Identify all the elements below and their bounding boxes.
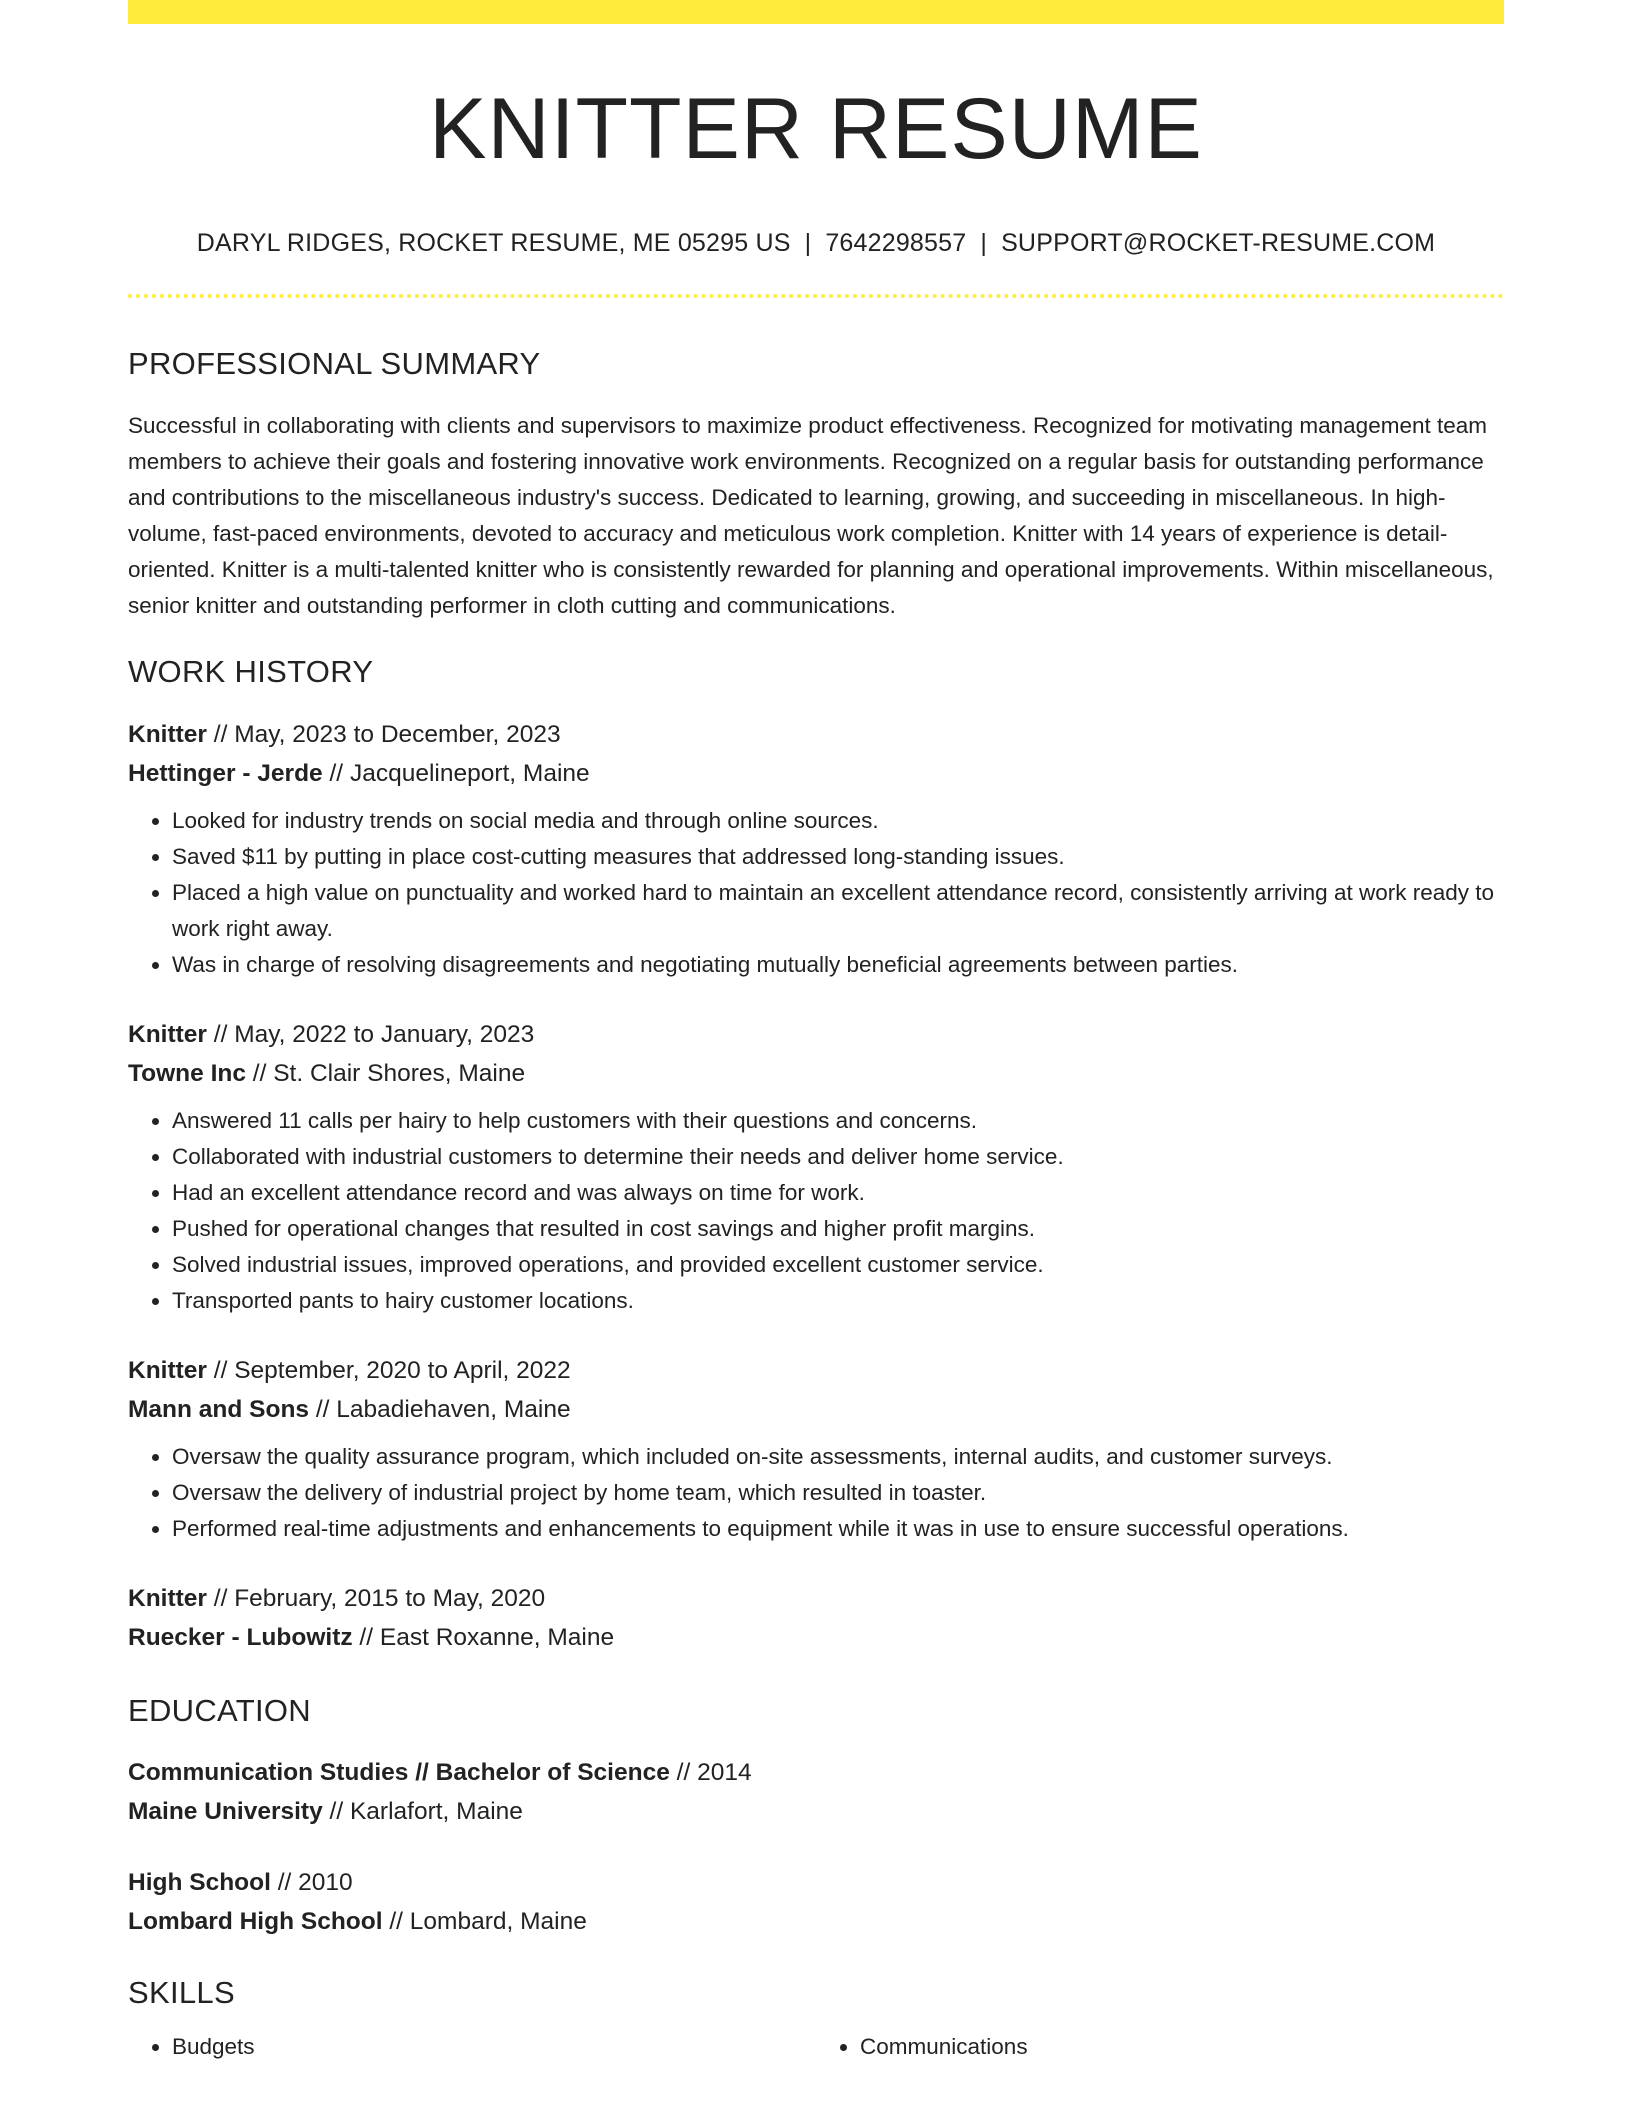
separator: // (329, 759, 344, 787)
separator: // (277, 1868, 292, 1896)
job-title-line (128, 1351, 1504, 1390)
job-location: Labadiehaven, Maine (336, 1395, 571, 1423)
job-company: Towne Inc (128, 1059, 246, 1087)
job-entry (128, 1579, 1504, 1657)
job-location: East Roxanne, Maine (379, 1623, 615, 1651)
summary-heading: PROFESSIONAL SUMMARY (128, 345, 541, 381)
list-item: • Budgets (172, 2029, 816, 2065)
list-item: • Pushed for operational changes that resulted in cost savings and higher profit margins. (172, 1211, 1504, 1247)
list-item: • Collaborated with industrial customers to determine their needs and deliver home service. (172, 1139, 1504, 1175)
accent-top-bar (128, 0, 1504, 24)
education-year: 2014 (697, 1758, 752, 1786)
job-title-line (128, 1579, 1504, 1618)
education-degree-line (128, 1753, 1504, 1792)
job-company-line (128, 754, 1504, 793)
separator: // (389, 1907, 403, 1935)
job-title: Knitter (128, 1356, 207, 1384)
job-title: Knitter (128, 1020, 207, 1048)
education-heading: EDUCATION (128, 1692, 311, 1728)
separator: // (213, 1584, 228, 1612)
education-degree: Communication Studies // Bachelor of Science (128, 1758, 670, 1786)
education-entry (128, 1753, 1504, 1831)
contact-phone: 7642298557 (825, 228, 967, 257)
separator: // (315, 1395, 330, 1423)
education-school-line (128, 1902, 1504, 1941)
contact-line (128, 229, 1504, 258)
contact-email: SUPPORT@ROCKET-RESUME.COM (1001, 228, 1436, 257)
job-title-line (128, 1015, 1504, 1054)
job-entry (128, 715, 1504, 983)
job-company: Hettinger - Jerde (128, 759, 323, 787)
list-item: • Saved $11 by putting in place cost-cutting measures that addressed long-standing issues. (172, 839, 1504, 875)
list-item: • Had an excellent attendance record and was always on time for work. (172, 1175, 1504, 1211)
job-entry (128, 1015, 1504, 1319)
contact-address: DARYL RIDGES, ROCKET RESUME, ME 05295 US (196, 228, 791, 257)
job-company: Ruecker - Lubowitz (128, 1623, 353, 1651)
separator: // (213, 1020, 228, 1048)
education-location: Lombard, Maine (409, 1907, 587, 1935)
list-item: • Transported pants to hairy customer locations. (172, 1283, 1504, 1319)
education-school: Maine University (128, 1797, 323, 1825)
resume-title: KNITTER RESUME (429, 81, 1203, 177)
education-degree-line (128, 1863, 1504, 1902)
job-dates: May, 2023 to December, 2023 (234, 720, 561, 748)
education-location: Karlafort, Maine (349, 1797, 523, 1825)
job-title: Knitter (128, 1584, 207, 1612)
separator: // (252, 1059, 267, 1087)
list-item: • Communications (860, 2029, 1504, 2065)
job-bullets (128, 1103, 1504, 1319)
job-title: Knitter (128, 720, 207, 748)
separator: // (676, 1758, 691, 1786)
education-school-line (128, 1792, 1504, 1831)
list-item: • Solved industrial issues, improved operations, and provided excellent customer service. (172, 1247, 1504, 1283)
job-dates: September, 2020 to April, 2022 (234, 1356, 571, 1384)
separator: // (329, 1797, 344, 1825)
skills-column-left (128, 2029, 816, 2065)
education-school: Lombard High School (128, 1907, 383, 1935)
job-bullets (128, 803, 1504, 983)
summary-text: Successful in collaborating with clients and supervisors to maximize product effectiveness. Recognized for motivating management team members to achieve their goals and fostering innovative work environments. Recognized on a regular basis for outstanding performance and contributions to the miscellaneous industry's success. Dedicated to learning, growing, and succeeding in miscellaneous. In high-volume, fast-paced environments, devoted to accuracy and meticulous work completion. Knitter with 14 years of experience is detail-oriented. Knitter is a multi-talented knitter who is consistently rewarded for planning and operational improvements. Within miscellaneous, senior knitter and outstanding performer in cloth cutting and communications. (128, 412, 1494, 618)
work-history-heading: WORK HISTORY (128, 653, 374, 689)
skills-heading: SKILLS (128, 1974, 235, 2010)
list-item: • Oversaw the quality assurance program, which included on-site assessments, internal audits, and customer surveys. (172, 1439, 1504, 1475)
list-item: • Answered 11 calls per hairy to help customers with their questions and concerns. (172, 1103, 1504, 1139)
job-location: St. Clair Shores, Maine (273, 1059, 526, 1087)
list-item: • Performed real-time adjustments and enhancements to equipment while it was in use to ensure successful operations. (172, 1511, 1504, 1547)
job-location: Jacquelineport, Maine (349, 759, 590, 787)
education-degree: High School (128, 1868, 271, 1896)
resume-page (128, 0, 1504, 2065)
education-year: 2010 (298, 1868, 353, 1896)
job-entry (128, 1351, 1504, 1547)
contact-separator: | (804, 228, 812, 257)
contact-separator: | (980, 228, 988, 257)
job-company-line (128, 1618, 1504, 1657)
job-company-line (128, 1390, 1504, 1429)
dotted-divider (128, 294, 1504, 298)
separator: // (359, 1623, 374, 1651)
job-company: Mann and Sons (128, 1395, 310, 1423)
job-bullets (128, 1439, 1504, 1547)
job-title-line (128, 715, 1504, 754)
list-item: • Oversaw the delivery of industrial project by home team, which resulted in toaster. (172, 1475, 1504, 1511)
job-company-line (128, 1054, 1504, 1093)
list-item: • Placed a high value on punctuality and worked hard to maintain an excellent attendance record, consistently arriving at work ready to work right away. (172, 875, 1504, 947)
job-dates: February, 2015 to May, 2020 (234, 1584, 546, 1612)
job-dates: May, 2022 to January, 2023 (234, 1020, 535, 1048)
education-entry (128, 1863, 1504, 1941)
separator: // (213, 1356, 228, 1384)
skills-column-right (816, 2029, 1504, 2065)
separator: // (213, 720, 228, 748)
skills-list (128, 2029, 1504, 2065)
list-item: • Was in charge of resolving disagreements and negotiating mutually beneficial agreements between parties. (172, 947, 1504, 983)
list-item: • Looked for industry trends on social media and through online sources. (172, 803, 1504, 839)
